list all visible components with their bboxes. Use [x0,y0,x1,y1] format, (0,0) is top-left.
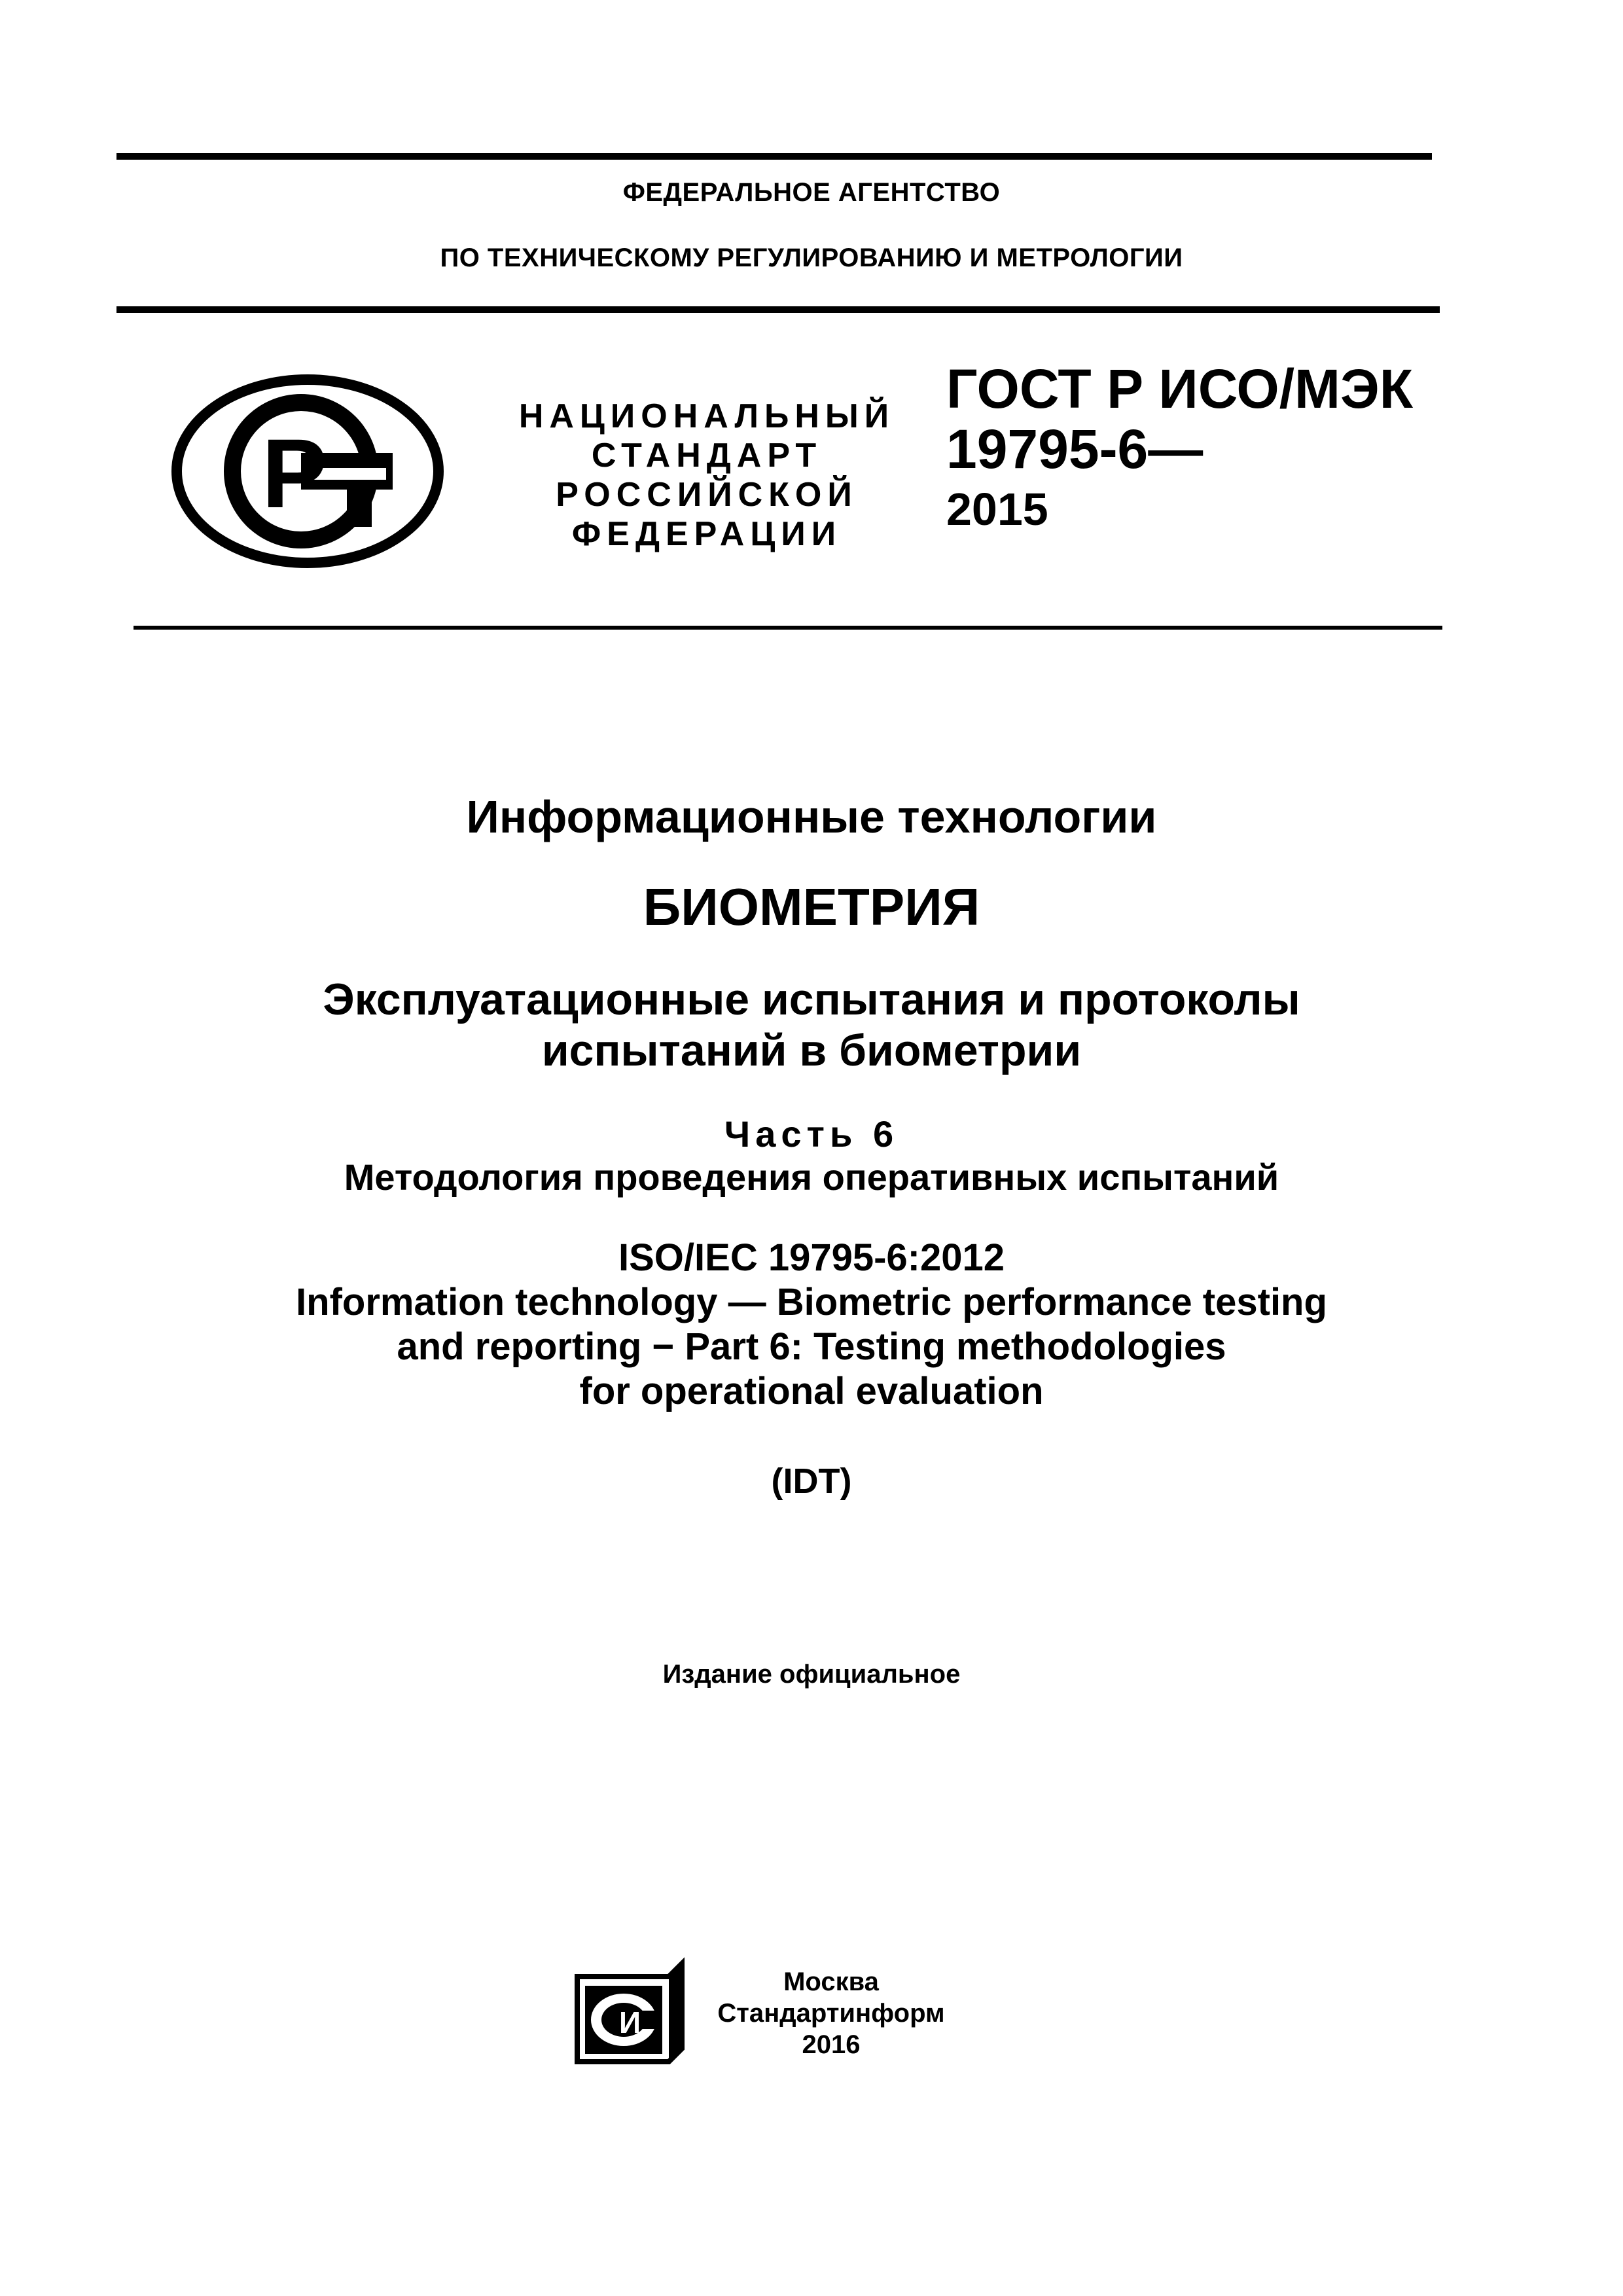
part-block [0,1113,1623,1199]
title-line-3b: испытаний в биометрии [541,1026,1082,1075]
designation-line-3: 2015 [946,484,1048,535]
original-code: ISO/IEC 19795-6:2012 [618,1236,1005,1279]
publisher-block [681,1966,982,2060]
original-line-2: and reporting − Part 6: Testing methodologies [397,1325,1226,1368]
publisher-year: 2016 [802,2030,861,2059]
agency-line-1: ФЕДЕРАЛЬНОЕ АГЕНТСТВО [622,178,1001,207]
designation-line-2: 19795-6— [946,418,1204,480]
designation-line-1: ГОСТ Р ИСО/МЭК [946,358,1414,420]
standartinform-logo-icon [571,1957,688,2068]
part-title: Методология проведения оперативных испытаний [344,1157,1279,1198]
national-line-4: ФЕДЕРАЦИИ [571,515,842,553]
title-line-1: Информационные технологии [466,791,1157,842]
top-rule [116,153,1432,160]
original-line-1: Information technology — Biometric performance testing [296,1281,1327,1323]
title-line-3a: Эксплуатационные испытания и протоколы [323,975,1300,1024]
national-line-3: РОССИЙСКОЙ [556,476,858,514]
original-standard-block [0,1236,1623,1414]
gost-r-mark-icon [170,373,445,569]
agency-line-2: ПО ТЕХНИЧЕСКОМУ РЕГУЛИРОВАНИЮ И МЕТРОЛОГИИ [440,243,1183,272]
title-biometry: БИОМЕТРИЯ [643,878,980,936]
logo-bottom-rule [134,626,1442,630]
publisher-city: Москва [783,1967,879,1996]
header-bottom-rule [116,306,1440,313]
svg-text:И: И [619,2005,641,2039]
edition-label: Издание официальное [662,1660,961,1689]
national-standard-block [517,397,897,554]
original-line-3: for operational evaluation [579,1370,1044,1412]
publisher-name: Стандартинформ [717,1999,945,2028]
gost-designation [946,359,1413,539]
title-subtitle [0,974,1623,1076]
national-line-1: НАЦИОНАЛЬНЫЙ [518,397,895,435]
national-line-2: СТАНДАРТ [591,437,823,475]
svg-text:Р: Р [262,418,328,528]
equivalence-degree: (IDT) [771,1462,852,1501]
part-number: Часть 6 [724,1113,899,1155]
